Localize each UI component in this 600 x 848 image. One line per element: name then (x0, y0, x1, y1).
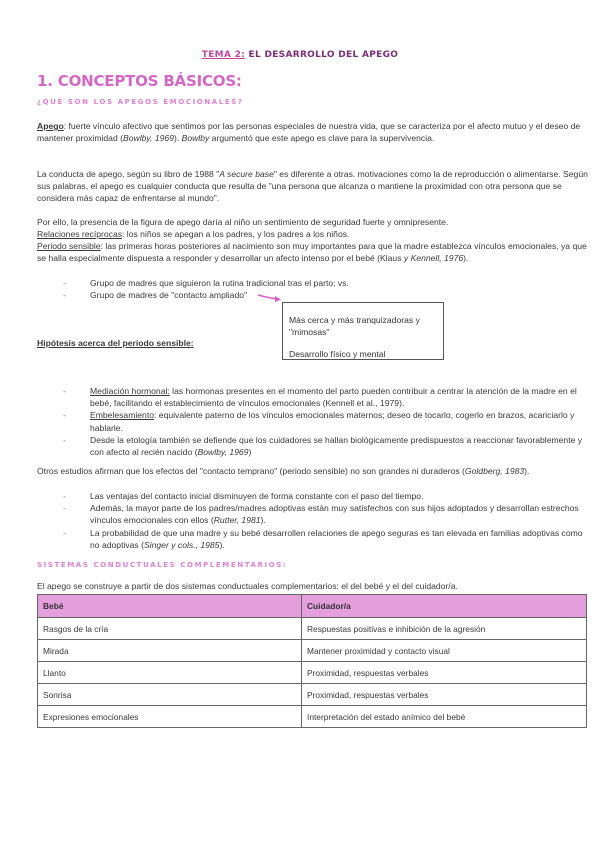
result-line-2: Desarrollo físico y mental (289, 349, 386, 359)
paragraph-conducta: La conducta de apego, según su libro de 1988 "A secure base" es diferente a otras. motivaciones como la de reproducción o alimentarse. Según sus palabras, el apego es cualquier conducta que resulta de "una persona que alcanza o mantiene la proximidad con otra persona que se considera más capaz de enfrentarse al mundo". (37, 169, 588, 204)
list-item: - Mediación hormonal: las hormonas presentes en el momento del parto pueden contribuir a centrar la atención de la madre en el bebé, facilitando el establecimiento de vínculos emocionales (Kennell et al., 1979). (37, 385, 589, 409)
result-box (282, 302, 444, 360)
hipotesis-list (37, 385, 589, 458)
groups-list (37, 277, 589, 301)
column-header-bebe: Bebé (38, 595, 302, 618)
list-item: - La probabilidad de que una madre y su bebé desarrollen relaciones de apego seguras es tan elevada en familias adoptivas como no adoptivas (Singer y cols., 1985). (37, 527, 589, 551)
list-item: - Desde la etología también se defiende que los cuidadores se hallan biológicamente predispuestos a reaccionar favorablemente y con afecto al recién nacido (Bowlby, 1969) (37, 434, 589, 458)
list-item: - Grupo de madres de "contacto ampliado" (37, 289, 589, 301)
result-line-1: Más cerca y más tranquizadoras y "mimosas" (289, 315, 420, 337)
paragraph-apego: Apego: fuerte vínculo afectivo que sentimos por las personas especiales de nuestra vida, que se caracteriza por el afecto mutuo y el deseo de mantener proximidad (Bowlby, 1969). Bowlby argumentó que este apego es clave para la supervivencia. (37, 121, 581, 144)
hipotesis-heading: Hipótesis acerca del período sensible: (37, 338, 194, 348)
title-prefix: TEMA 2: (201, 50, 246, 60)
table-row: Mirada Mantener proximidad y contacto visual (38, 640, 587, 662)
list-item: - Además, la mayor parte de los padres/madres adoptivas están muy satisfechos con sus hijos adoptados y desarrollan estrechos vínculos emocionales con ellos (Rutter, 1981). (37, 502, 589, 526)
paragraph-porello: Por ello, la presencia de la figura de apego daría al niño un sentimiento de seguridad fuerte y omnipresente. (37, 217, 449, 227)
paragraph-sensible: Periodo sensible: las primeras horas posteriores al nacimiento son muy importantes para que la madre establezca vínculos emocionales, ya que se halla especialmente dispuesta a responder y desarrollar un afecto intenso por el bebé (Klaus y Kennell, 1976). (37, 241, 587, 264)
subheading-apegos: ¿QUÉ SON LOS APEGOS EMOCIONALES? (37, 98, 244, 106)
subheading-sistemas: SISTEMAS CONDUCTUALES COMPLEMENTARIOS: (37, 561, 288, 569)
sistemas-table (37, 594, 587, 728)
term-apego: Apego (37, 121, 64, 131)
list-item: - Las ventajas del contacto inicial disminuyen de forma constante con el paso del tiempo. (37, 490, 589, 502)
list-item: - Grupo de madres que siguieron la rutina tradicional tras el parto; vs. (37, 277, 589, 289)
paragraph-reciprocas: Relaciones recíprocas: los niños se apegan a los padres, y los padres a los niños. (37, 229, 350, 239)
arrow-icon (257, 293, 283, 303)
paragraph-otros: Otros estudios afirman que los efectos del "contacto temprano" (periodo sensible) no son grandes ni duraderos (Goldberg, 1983). (37, 466, 530, 476)
table-row: Sonrisa Proximidad, respuestas verbales (38, 684, 587, 706)
document-title (37, 50, 563, 60)
otros-list (37, 490, 589, 551)
section-heading: 1. CONCEPTOS BÁSICOS: (37, 72, 242, 90)
table-row: Rasgos de la cría Respuestas positivas e inhibición de la agresión (38, 618, 587, 640)
column-header-cuidador: Cuidador/a (302, 595, 587, 618)
list-item: - Embelesamiento: equivalente paterno de los vínculos emocionales maternos; deseo de tocarlo, cogerlo en brazos, acariciarlo y hablarle. (37, 409, 589, 433)
table-row: Llanto Proximidad, respuestas verbales (38, 662, 587, 684)
title-text: EL DESARROLLO DEL APEGO (245, 50, 399, 60)
table-row: Expresiones emocionales Interpretación del estado anímico del bebé (38, 706, 587, 728)
table-header-row (38, 595, 587, 618)
paragraph-sistemas-intro: El apego se construye a partir de dos sistemas conductuales complementarios: el del bebé y el del cuidador/a. (37, 581, 458, 591)
